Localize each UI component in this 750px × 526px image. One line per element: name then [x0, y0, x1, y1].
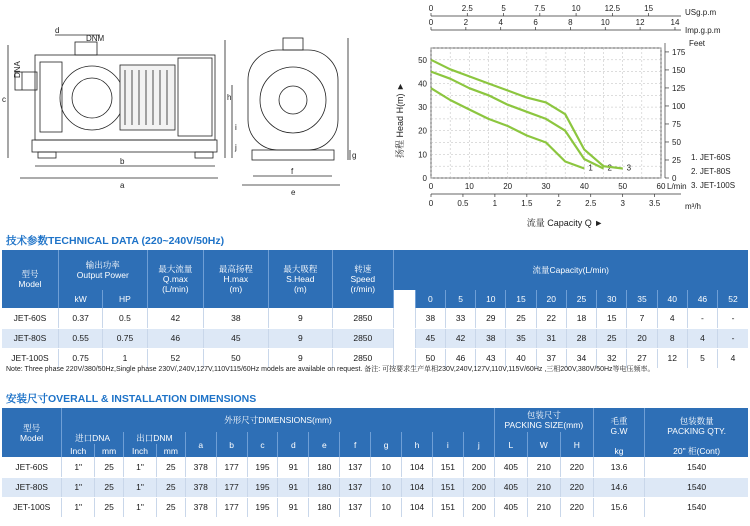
tech-header-capacity: 流量Capacity(L/min) [393, 250, 748, 290]
chart-m3h-tick-label: 3.5 [649, 199, 661, 208]
pump-fan-cover [178, 58, 212, 136]
tech-row: JET-60S 0.37 0.5 42 38 9 2850 38 33 29 25 22 18 15 7 4 - - [2, 308, 748, 328]
dim-label-dnm: DNM [86, 34, 105, 43]
chart-m3h-tick-label: 3 [620, 199, 625, 208]
install-header-inlet: 进口DNA [62, 432, 124, 444]
dim-label-g: g [352, 151, 357, 160]
chart-feet-tick-label: 100 [672, 101, 686, 111]
chart-feet-tick-label: 75 [672, 119, 681, 129]
performance-chart [395, 0, 750, 232]
dim-col: i [432, 432, 463, 457]
chart-impgpm-tick-label: 14 [670, 18, 680, 27]
install-header-mm: mm [156, 444, 185, 457]
chart-impgpm-unit: Imp.g.p.m [685, 26, 721, 35]
tech-header-qmax: 最大流量 Q.max (L/min) [147, 250, 203, 308]
dim-col: e [309, 432, 340, 457]
chart-impgpm-tick-label: 4 [498, 18, 503, 27]
install-row: JET-100S 1" 25 1" 25 378 177 195 91 180 137 10 104 151 200 405 210 220 15.6 1540 [2, 497, 748, 517]
chart-legend-entry: 2. JET-80S [691, 167, 731, 176]
tech-data-table [2, 250, 748, 369]
install-header-gw: 毛重 G.W [593, 408, 645, 444]
install-row: JET-80S 1" 25 1" 25 378 177 195 91 180 137 10 104 151 200 405 210 220 14.6 1540 [2, 477, 748, 497]
dim-label-h: h [227, 93, 232, 102]
dim-col: g [371, 432, 402, 457]
install-header-kg: kg [593, 444, 645, 457]
chart-m3h-tick-label: 1 [492, 199, 498, 208]
chart-impgpm-tick-label: 8 [568, 18, 573, 27]
pump-front-body [248, 50, 338, 150]
install-row: JET-60S 1" 25 1" 25 378 177 195 91 180 137 10 104 151 200 405 210 220 13.6 1540 [2, 457, 748, 477]
cap-col: 46 [687, 290, 717, 308]
chart-x-tick-label: 50 [618, 182, 628, 191]
chart-x-tick-label: 60 [656, 182, 666, 191]
install-header-inch: Inch [124, 444, 157, 457]
pump-front-base [252, 150, 334, 160]
cap-col: 52 [718, 290, 748, 308]
chart-y-tick-label: 0 [422, 174, 427, 183]
chart-y-tick-label: 50 [418, 55, 427, 65]
cap-col: 15 [506, 290, 536, 308]
cap-col: 0 [415, 290, 445, 308]
dim-label-f: f [291, 167, 294, 176]
install-header-model: 型号 Model [20, 422, 44, 443]
dim-label-j: j [235, 143, 237, 152]
chart-series-marker-2: 2 [607, 163, 612, 173]
dim-col: f [340, 432, 371, 457]
pack-col: H [560, 432, 593, 457]
performance-chart-svg [395, 0, 750, 232]
dim-col: d [278, 432, 309, 457]
dim-label-e: e [291, 188, 296, 197]
dim-label-c: c [2, 95, 6, 104]
cap-col: 35 [627, 290, 657, 308]
chart-y-axis-label: 扬程 Head H(m) ► [395, 82, 405, 158]
install-dims-title: 安装尺寸OVERALL & INSTALLATION DIMENSIONS [6, 393, 257, 405]
install-header-qty: 包装数量 PACKING QTY. [645, 408, 748, 444]
chart-legend-entry: 1. JET-60S [691, 153, 731, 162]
dim-col: c [247, 432, 278, 457]
chart-y-tick-label: 20 [418, 126, 427, 136]
chart-series-line-2 [431, 72, 604, 169]
chart-usgpm-tick-label: 0 [428, 4, 434, 13]
pack-col: W [527, 432, 560, 457]
chart-m3h-tick-label: 1.5 [521, 199, 533, 208]
chart-m3h-tick-label: 2.5 [585, 199, 597, 208]
dim-label-dna: DNA [13, 61, 22, 78]
pack-col: L [494, 432, 527, 457]
install-header-packing: 包装尺寸 PACKING SIZE(mm) [494, 408, 593, 432]
chart-m3h-tick-label: 0.5 [457, 199, 469, 208]
chart-usgpm-tick-label: 10 [571, 4, 581, 13]
tech-header-blank [393, 290, 415, 308]
chart-y-tick-label: 30 [418, 103, 427, 113]
pump-drawing-svg [0, 0, 400, 225]
tech-header-power: 输出功率 Output Power [58, 250, 147, 290]
chart-y-tick-label: 40 [418, 79, 427, 89]
chart-feet-tick-label: 0 [672, 174, 677, 183]
tech-header-shead: 最大吸程 S.Head (m) [268, 250, 333, 308]
chart-impgpm-tick-label: 10 [600, 18, 610, 27]
chart-x-tick-label: 20 [503, 182, 513, 191]
chart-usgpm-tick-label: 2.5 [461, 4, 473, 13]
install-header-inch: Inch [62, 444, 95, 457]
install-header-outlet: 出口DNM [124, 432, 186, 444]
voltage-note: Note: Three phase 220V/380/50Hz,Single phase 230V/,240V,127V,110V115/60Hz models are available on request. 备注: 可按要求生产单相230V,240V,127V,110V,115V/60Hz ,三相200V,380V/50Hz等电压频率。 [6, 366, 655, 373]
chart-series-marker-1: 1 [588, 163, 593, 173]
pump-inlet-housing [40, 62, 62, 132]
total-head-label [393, 308, 415, 368]
tech-header-kw: kW [58, 290, 102, 308]
cap-col: 25 [566, 290, 596, 308]
tech-header-model: 型号 Model [18, 269, 42, 289]
chart-lmin-unit: L/min [667, 182, 687, 191]
tech-header-hmax: 最高扬程 H.max (m) [204, 250, 269, 308]
pump-impeller-housing [60, 66, 124, 130]
tech-row: JET-80S 0.55 0.75 46 45 9 2850 45 42 38 35 31 28 25 20 8 4 - [2, 328, 748, 348]
pump-outlet [75, 42, 97, 55]
dim-col: b [216, 432, 247, 457]
chart-usgpm-tick-label: 5 [501, 4, 506, 13]
chart-feet-unit: Feet [689, 39, 706, 48]
chart-m3h-tick-label: 0 [428, 199, 434, 208]
chart-usgpm-tick-label: 7.5 [534, 4, 546, 13]
dim-label-a: a [120, 181, 125, 190]
cap-col: 20 [536, 290, 566, 308]
chart-feet-tick-label: 50 [672, 137, 681, 147]
chart-x-axis-label: 流量 Capacity Q ► [526, 218, 604, 228]
pump-base [32, 140, 217, 152]
chart-impgpm-tick-label: 6 [533, 18, 538, 27]
tech-header-hp: HP [103, 290, 147, 308]
install-header-mm: mm [95, 444, 124, 457]
chart-x-tick-label: 0 [428, 182, 434, 191]
chart-x-tick-label: 30 [541, 182, 551, 191]
install-header-dims: 外形尺寸DIMENSIONS(mm) [62, 408, 495, 432]
tech-header-speed: 转速 Speed (r/min) [333, 250, 393, 308]
chart-impgpm-tick-label: 0 [428, 18, 434, 27]
chart-x-tick-label: 10 [464, 182, 474, 191]
chart-x-tick-label: 40 [579, 182, 589, 191]
tech-row: JET-100S 0.75 1 52 50 9 2850 50 46 43 40 37 34 32 27 12 5 4 [2, 348, 748, 368]
tech-data-title: 技术参数TECHNICAL DATA (220~240V/50Hz) [6, 235, 225, 247]
chart-feet-tick-label: 175 [672, 47, 686, 57]
cap-col: 30 [597, 290, 627, 308]
chart-usgpm-tick-label: 12.5 [604, 4, 621, 13]
cap-col: 5 [445, 290, 475, 308]
chart-series-marker-3: 3 [626, 163, 632, 173]
dim-col: a [185, 432, 216, 457]
chart-feet-tick-label: 150 [672, 65, 686, 75]
chart-feet-tick-label: 25 [672, 155, 681, 165]
cap-col: 40 [657, 290, 687, 308]
chart-usgpm-unit: USg.p.m [685, 8, 717, 17]
chart-m3h-tick-label: 2 [556, 199, 562, 208]
chart-feet-tick-label: 125 [672, 83, 686, 93]
chart-y-tick-label: 10 [418, 150, 427, 160]
chart-m3h-unit: m³/h [685, 202, 701, 211]
dim-col: j [463, 432, 494, 457]
chart-impgpm-tick-label: 12 [635, 18, 645, 27]
install-dims-table [2, 408, 748, 518]
dim-label-d: d [55, 26, 60, 35]
pump-technical-drawing [0, 0, 400, 225]
dim-col: h [402, 432, 433, 457]
install-header-cont: 20" 柜(Cont) [645, 444, 748, 457]
chart-legend-entry: 3. JET-100S [691, 181, 736, 190]
dim-label-i: i [235, 123, 237, 132]
cap-col: 10 [476, 290, 506, 308]
chart-usgpm-tick-label: 15 [644, 4, 654, 13]
pump-front-housing [260, 67, 326, 133]
dim-label-b: b [120, 157, 125, 166]
chart-impgpm-tick-label: 2 [463, 18, 469, 27]
